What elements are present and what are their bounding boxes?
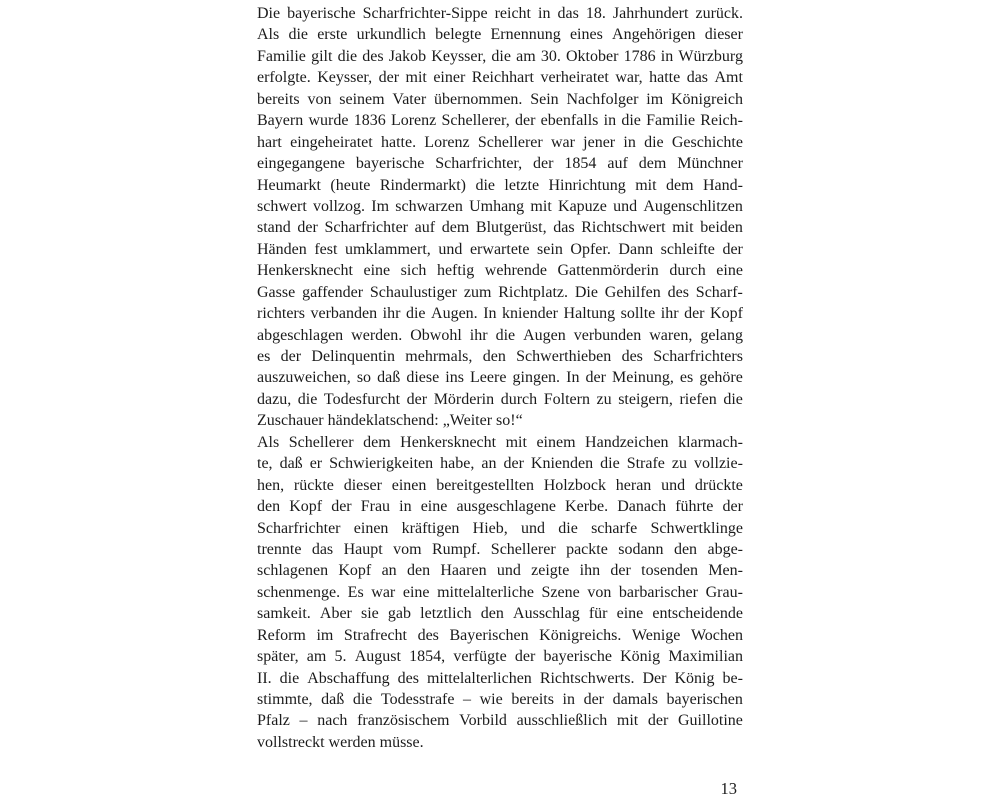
text-line: stimmte, daß die Todesstrafe – wie bereits in der damals bayerischen	[257, 691, 743, 708]
text-line: Als Schellerer dem Henkersknecht mit einem Handzeichen klarmach-	[257, 433, 743, 451]
text-line: Scharfrichter einen kräftigen Hieb, und die scharfe Schwertklinge	[257, 519, 743, 537]
text-line: Händen fest umklammert, und erwartete sein Opfer. Dann schleifte der	[257, 240, 743, 258]
text-line: Henkersknecht eine sich heftig wehrende Gattenmörderin durch eine	[257, 262, 743, 280]
text-line: es der Delinquentin mehrmals, den Schwerthieben des Scharfrichters	[257, 348, 743, 365]
text-line: trennte das Haupt vom Rumpf. Schellerer packte sodann den abge-	[257, 540, 743, 558]
text-line: den Kopf der Frau in eine ausgeschlagene Kerbe. Danach führte der	[257, 498, 743, 516]
text-line: schenmenge. Es war eine mittelalterliche Szene von barbarischer Grau-	[257, 583, 743, 601]
text-line: bereits von seinem Vater übernommen. Sein Nachfolger im Königreich	[257, 90, 743, 108]
text-line: schwert vollzog. Im schwarzen Umhang mit Kapuze und Augenschlitzen	[257, 197, 743, 215]
text-line: erfolgte. Keysser, der mit einer Reichhart verheiratet war, hatte das Amt	[257, 69, 743, 87]
text-line: dazu, die Todesfurcht der Mörderin durch Foltern zu steigern, riefen die	[257, 390, 743, 408]
text-line: eingegangene bayerische Scharfrichter, der 1854 auf dem Münchner	[257, 155, 743, 173]
text-line: Pfalz – nach französischem Vorbild ausschließlich mit der Guillotine	[257, 712, 743, 730]
text-line: te, daß er Schwierigkeiten habe, an der Knienden die Strafe zu vollzie-	[257, 455, 743, 473]
text-line: samkeit. Aber sie gab letztlich den Ausschlag für eine entscheidende	[257, 605, 743, 623]
text-line: vollstreckt werden müsse.	[257, 733, 424, 751]
page-number: 13	[720, 779, 737, 798]
text-line: Bayern wurde 1836 Lorenz Schellerer, der ebenfalls in die Familie Reich-	[257, 112, 743, 130]
text-line: II. die Abschaffung des mittelalterlichen Richtschwerts. Der König be-	[257, 669, 743, 687]
text-line: Familie gilt die des Jakob Keysser, die am 30. Oktober 1786 in Würzburg	[257, 47, 743, 65]
text-line: hen, rückte dieser einen bereitgestellten Holzbock heran und drückte	[257, 476, 743, 494]
text-line: Heumarkt (heute Rindermarkt) die letzte Hinrichtung mit dem Hand-	[257, 176, 743, 194]
text-line: Zuschauer händeklatschend: „Weiter so!“	[257, 412, 523, 430]
text-line: richters verbanden ihr die Augen. In kniender Haltung sollte ihr der Kopf	[257, 305, 743, 323]
text-line: Als die erste urkundlich belegte Ernennung eines Angehörigen dieser	[257, 26, 743, 44]
text-line: abgeschlagen werden. Obwohl ihr die Augen verbunden waren, gelang	[257, 326, 743, 344]
text-line: Die bayerische Scharfrichter-Sippe reicht in das 18. Jahrhundert zurück.	[257, 5, 743, 22]
text-line: stand der Scharfrichter auf dem Blutgerüst, das Richtschwert mit beiden	[257, 219, 743, 237]
text-line: auszuweichen, so daß diese ins Leere gingen. In der Meinung, es gehöre	[257, 369, 743, 387]
text-line: hart eingeheiratet hatte. Lorenz Schellerer war jener in die Geschichte	[257, 133, 743, 151]
text-line: Reform im Strafrecht des Bayerischen Königreichs. Wenige Wochen	[257, 626, 743, 644]
text-line: Gasse gaffender Schaulustiger zum Richtplatz. Die Gehilfen des Scharf-	[257, 283, 743, 301]
text-line: schlagenen Kopf an den Haaren und zeigte ihn der tosenden Men-	[257, 562, 743, 580]
text-line: später, am 5. August 1854, verfügte der bayerische König Maximilian	[257, 648, 743, 666]
text-block	[257, 3, 743, 753]
